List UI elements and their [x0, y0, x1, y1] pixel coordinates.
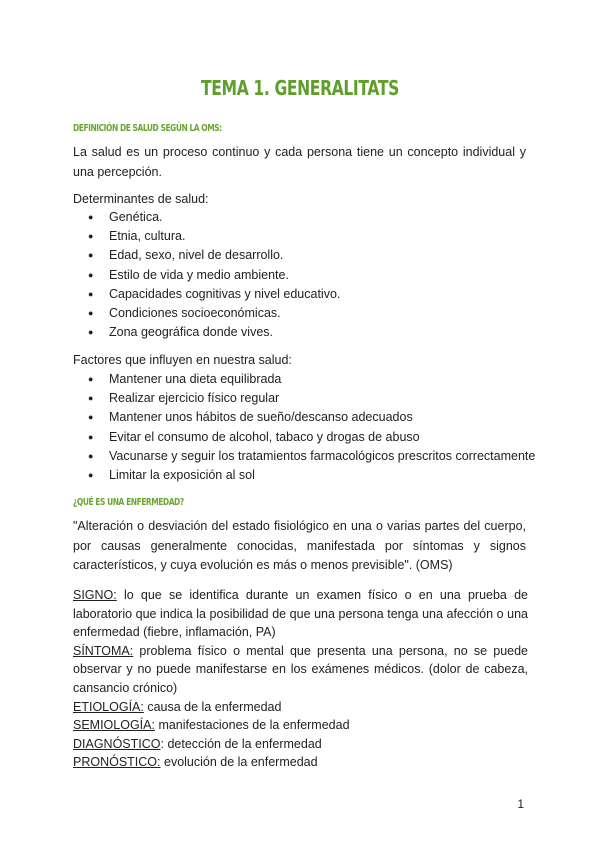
- definition-term: PRONÓSTICO:: [73, 755, 161, 770]
- page-title: TEMA 1. GENERALITATS: [201, 76, 399, 100]
- definition-etiologia: [73, 698, 528, 717]
- definition-text: problema físico o mental que presenta una persona, no se puede observar y no puede manifestarse en los exámenes médicos. (dolor de cabeza, cansancio crónico): [73, 643, 528, 695]
- list-item: ● Etnia, cultura.: [73, 227, 340, 246]
- definition-text: : detección de la enfermedad: [160, 736, 322, 751]
- list-item: ● Limitar la exposición al sol: [73, 466, 535, 485]
- definition-term: DIAGNÓSTICO: [73, 736, 161, 751]
- definition-text: causa de la enfermedad: [143, 699, 282, 714]
- list-item: ● Estilo de vida y medio ambiente.: [73, 266, 340, 285]
- list-item: ● Genética.: [73, 208, 340, 227]
- health-definition-paragraph: La salud es un proceso continuo y cada persona tiene un concepto individual y una percepción.: [73, 145, 526, 179]
- list-item: ● Condiciones socioeconómicas.: [73, 304, 340, 323]
- list-item: ● Zona geográfica donde vives.: [73, 323, 340, 342]
- definition-text: manifestaciones de la enfermedad: [154, 718, 350, 733]
- list-item: ● Vacunarse y seguir los tratamientos farmacológicos prescritos correctamente: [73, 447, 535, 466]
- definitions-block: [73, 586, 528, 772]
- definition-term: SÍNTOMA:: [73, 643, 134, 658]
- disease-quote: "Alteración o desviación del estado fisiológico en una o varias partes del cuerpo, por causas generalmente conocidas, manifestada por síntomas y signos característicos, y cuya evolución es más o menos previsible". (OMS): [73, 519, 526, 572]
- definition-pronostico: [73, 753, 528, 772]
- definition-term: ETIOLOGÍA:: [73, 699, 144, 714]
- list-item: ● Capacidades cognitivas y nivel educativo.: [73, 285, 340, 304]
- definition-sintoma: [73, 642, 528, 698]
- factors-list: [73, 370, 535, 485]
- definition-semiologia: [73, 716, 528, 735]
- list-item: ● Mantener unos hábitos de sueño/descanso adecuados: [73, 408, 535, 427]
- list-item: ● Mantener una dieta equilibrada: [73, 370, 535, 389]
- definition-text: evolución de la enfermedad: [160, 755, 318, 770]
- list-item: ● Realizar ejercicio físico regular: [73, 389, 535, 408]
- definition-signo: [73, 586, 528, 642]
- definition-term: SEMIOLOGÍA:: [73, 718, 155, 733]
- list-item: ● Edad, sexo, nivel de desarrollo.: [73, 246, 340, 265]
- definition-diagnostico: [73, 735, 528, 754]
- determinants-intro: Determinantes de salud:: [73, 192, 209, 206]
- page-number: 1: [517, 797, 524, 811]
- section-heading-health-definition: DEFINICIÓN DE SALUD SEGÚN LA OMS:: [73, 123, 222, 134]
- section-heading-disease: ¿QUÉ ES UNA ENFERMEDAD?: [73, 497, 184, 508]
- list-item: ● Evitar el consumo de alcohol, tabaco y drogas de abuso: [73, 428, 535, 447]
- determinants-list: [73, 208, 340, 342]
- factors-intro: Factores que influyen en nuestra salud:: [73, 353, 292, 367]
- definition-text: lo que se identifica durante un examen físico o en una prueba de laboratorio que indica la posibilidad de que una persona tenga una afección o una enfermedad (fiebre, inflamación, PA): [73, 588, 528, 640]
- definition-term: SIGNO:: [73, 588, 117, 602]
